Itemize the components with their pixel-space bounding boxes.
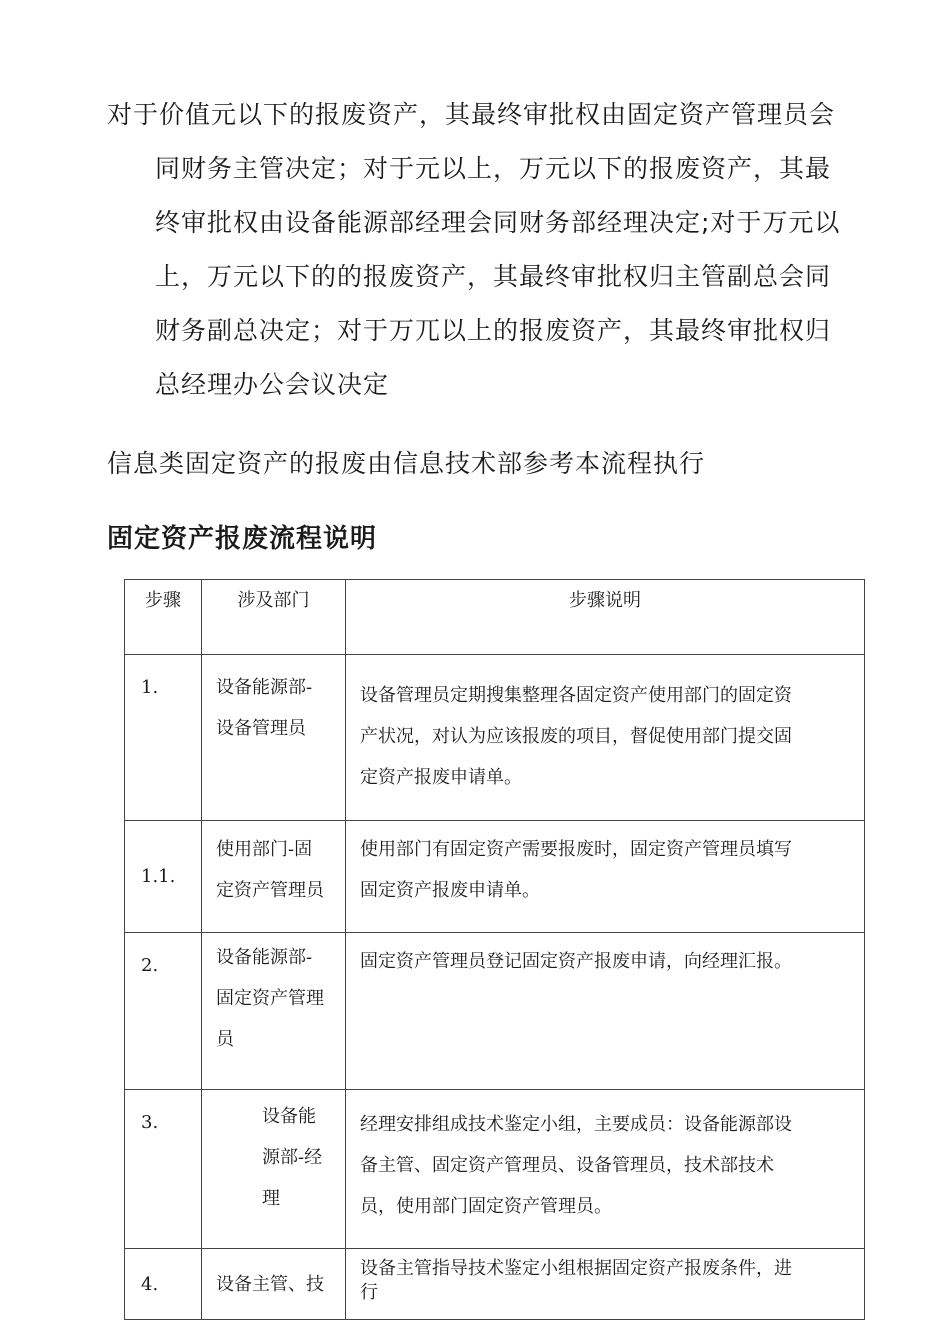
description-line: 使用部门有固定资产需要报废时，固定资产管理员填写	[360, 839, 792, 860]
step-description	[346, 1090, 865, 1249]
table-row	[125, 1249, 865, 1320]
paragraph-approval-authority	[107, 88, 882, 412]
description-line: 产状况，对认为应该报废的项目，督促使用部门提交固	[360, 726, 792, 747]
step-department	[202, 821, 346, 933]
department-line: 理	[262, 1188, 280, 1209]
table-row	[125, 655, 865, 821]
description-line: 经理安排组成技术鉴定小组，主要成员：设备能源部设	[360, 1114, 792, 1135]
department-line: 固定资产管理	[216, 988, 324, 1009]
description-line: 备主管、固定资产管理员、设备管理员，技术部技术	[360, 1155, 774, 1176]
paragraph-line: 信息类固定资产的报废由信息技术部参考本流程执行	[107, 449, 706, 478]
step-description	[346, 933, 865, 1090]
paragraph-line: 总经理办公会议决定	[155, 370, 390, 399]
table-header-row	[125, 580, 865, 655]
header-department: 涉及部门	[202, 580, 346, 655]
paragraph-it-assets	[107, 437, 882, 491]
table-row	[125, 1090, 865, 1249]
section-heading: 固定资产报废流程说明	[107, 524, 378, 554]
department-line: 设备能源部-	[216, 947, 313, 968]
step-department	[202, 655, 346, 821]
table-row	[125, 933, 865, 1090]
header-step: 步骤	[125, 580, 202, 655]
step-description	[346, 821, 865, 933]
paragraph-line: 财务副总决定；对于万兀以上的报废资产，其最终审批权归	[155, 316, 832, 345]
step-number: 2.	[125, 933, 202, 1090]
description-line: 设备管理员定期搜集整理各固定资产使用部门的固定资	[360, 685, 792, 706]
step-number: 1.1.	[125, 821, 202, 933]
paragraph-line: 对于价值元以下的报废资产，其最终审批权由固定资产管理员会	[107, 100, 836, 129]
header-description: 步骤说明	[346, 580, 865, 655]
description-line: 设备主管指导技术鉴定小组根据固定资产报废条件，进	[360, 1258, 792, 1279]
department-line: 使用部门-固	[216, 839, 313, 860]
step-number: 3.	[125, 1090, 202, 1249]
department-line: 员	[216, 1029, 234, 1050]
department-line: 设备管理员	[216, 718, 306, 739]
description-line: 固定资产报废申请单。	[360, 880, 540, 901]
description-line: 员，使用部门固定资产管理员。	[360, 1196, 612, 1217]
step-description	[346, 1249, 865, 1320]
description-line: 定资产报废申请单。	[360, 767, 522, 788]
department-line: 定资产管理员	[216, 880, 324, 901]
step-description	[346, 655, 865, 821]
step-department	[202, 1090, 346, 1249]
paragraph-line: 终审批权由设备能源部经理会同财务部经理决定;对于万元以	[155, 208, 841, 237]
description-line: 固定资产管理员登记固定资产报废申请，向经理汇报。	[360, 951, 792, 972]
paragraph-line: 同财务主管决定；对于元以上，万元以下的报废资产，其最	[155, 154, 832, 183]
step-department	[202, 1249, 346, 1320]
department-line: 源部-经	[262, 1147, 323, 1168]
description-line: 行	[360, 1282, 378, 1303]
paragraph-line: 上，万元以下的的报废资产，其最终审批权归主管副总会同	[155, 262, 832, 291]
step-number: 1.	[125, 655, 202, 821]
step-number: 4.	[125, 1249, 202, 1320]
step-department	[202, 933, 346, 1090]
table-row	[125, 821, 865, 933]
department-line: 设备能源部-	[216, 677, 313, 698]
department-line: 设备主管、技	[216, 1273, 324, 1295]
department-line: 设备能	[262, 1106, 316, 1127]
process-steps-table	[124, 579, 865, 1320]
